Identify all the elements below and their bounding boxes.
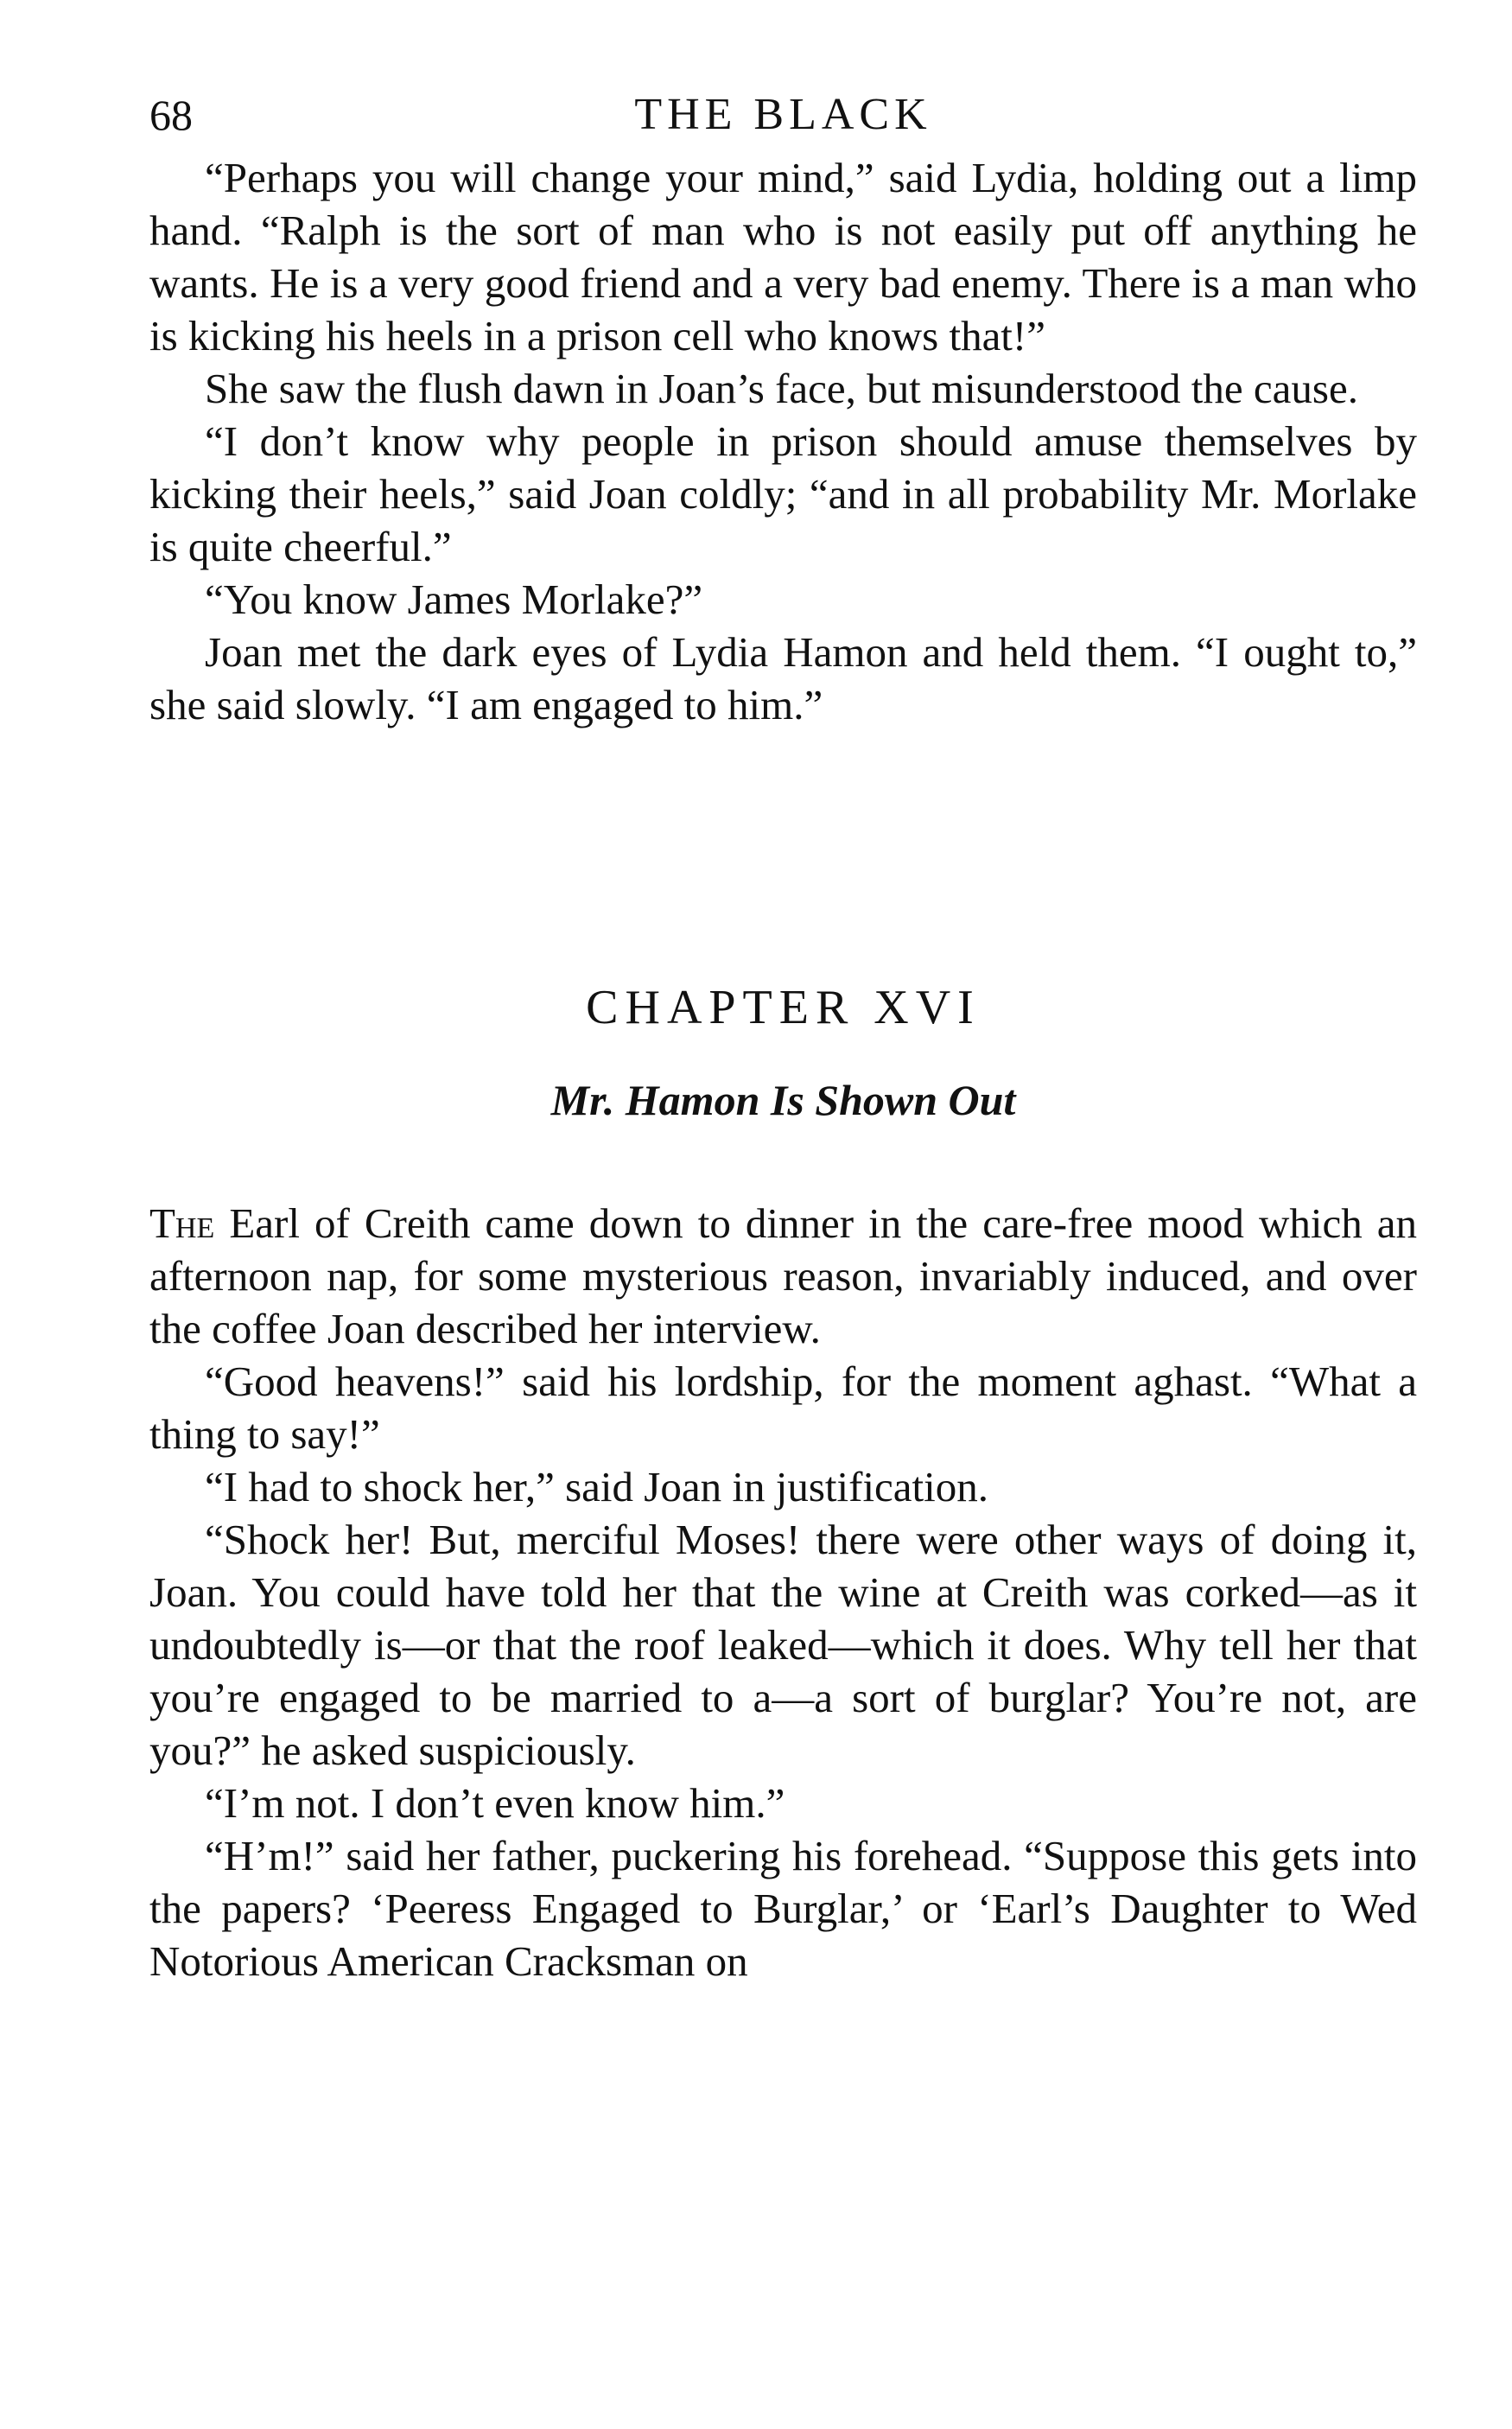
- paragraph: “Good heavens!” said his lordship, for the moment aghast. “What a thing to say!”: [149, 1358, 1417, 1458]
- chapter-title: CHAPTER XVI: [586, 981, 981, 1034]
- running-title: THE BLACK: [634, 90, 932, 139]
- paragraph: “Perhaps you will change your mind,” said Lydia, holding out a limp hand. “Ralph is the sort of man who is not easily put off anything he wants. He is a very good friend and a very bad enemy. There is a man who is kicking his heels in a prison cell who knows that!”: [149, 154, 1417, 359]
- paragraph: “You know James Morlake?”: [205, 575, 703, 623]
- paragraph: She saw the flush dawn in Joan’s face, but misunderstood the cause.: [205, 365, 1358, 412]
- text-block-chapter-body: [149, 1197, 1417, 1987]
- paragraph: Joan met the dark eyes of Lydia Hamon and held them. “I ought to,” she said slowly. “I am engaged to him.”: [149, 628, 1417, 728]
- opening-paragraph: [149, 1197, 1417, 1355]
- chapter-subtitle: Mr. Hamon Is Shown Out: [550, 1076, 1016, 1124]
- page-number: 68: [149, 91, 193, 139]
- paragraph: “H’m!” said her father, puckering his forehead. “Suppose this gets into the papers? ‘Peeress Engaged to Burglar,’ or ‘Earl’s Daughter to Wed Notorious American Cracksman on: [149, 1832, 1417, 1985]
- opening-lead-word: The: [149, 1199, 215, 1247]
- running-head: [149, 82, 1417, 151]
- text-block-before-chapter: [149, 151, 1417, 731]
- paragraph: “Shock her! But, merciful Moses! there were other ways of doing it, Joan. You could have told her that the wine at Creith was corked—as it undoubtedly is—or that the roof leaked—which it does. Why tell her that you’re engaged to be married to a—a sort of burglar? You’re not, are you?” he asked suspiciously.: [149, 1516, 1417, 1774]
- book-page: [149, 82, 1417, 1987]
- opening-text: Earl of Creith came down to dinner in the care-free mood which an afternoon nap, for some mysterious reason, invariably induced, and over the coffee Joan described her interview.: [149, 1199, 1417, 1352]
- paragraph: “I had to shock her,” said Joan in justification.: [205, 1463, 989, 1510]
- chapter-gap: [149, 731, 1417, 977]
- paragraph: “I don’t know why people in prison should amuse themselves by kicking their heels,” said Joan coldly; “and in all probability Mr. Morlake is quite cheerful.”: [149, 417, 1417, 570]
- paragraph: “I’m not. I don’t even know him.”: [205, 1779, 785, 1827]
